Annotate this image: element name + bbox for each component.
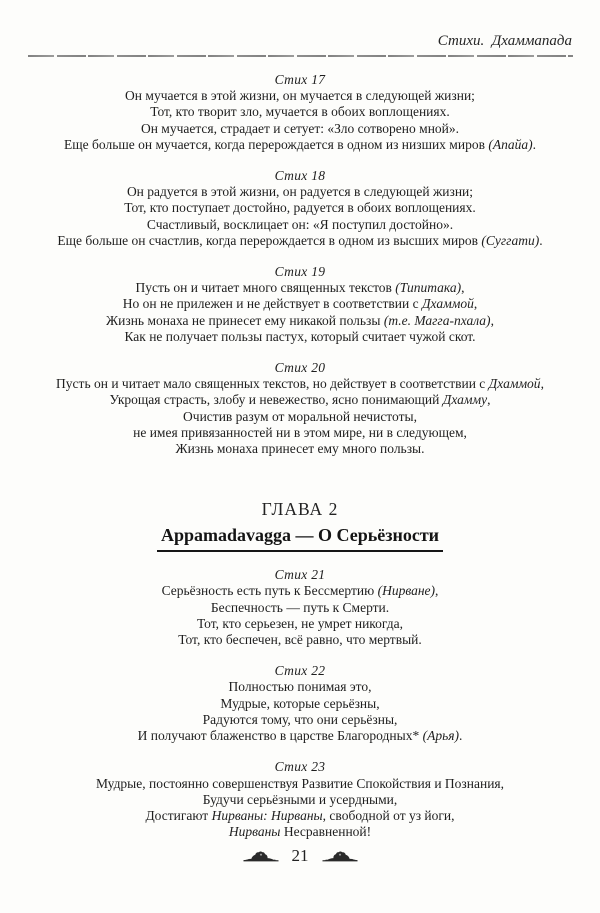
verse-text: , xyxy=(461,280,465,296)
verse-line xyxy=(0,200,600,216)
page-footer xyxy=(0,846,600,866)
verse-text: Пусть он и читает много священных текстов xyxy=(135,280,396,296)
verse-line xyxy=(0,696,600,712)
verse-text: Но он не прилежен и не действует в соответствии с xyxy=(122,296,422,312)
verse-line xyxy=(0,121,600,137)
verse-line xyxy=(0,679,600,695)
verse-text: Беспечность — путь к Смерти. xyxy=(210,599,390,615)
verse-line xyxy=(0,792,600,808)
verse-line xyxy=(0,409,600,425)
verse-text: Тот, кто творит зло, мучается в обоих воплощениях. xyxy=(150,104,450,120)
verse-line xyxy=(0,329,600,345)
verse-heading: Стих 20 xyxy=(274,360,326,376)
verse-block xyxy=(0,168,600,249)
verse-text: Тот, кто беспечен, всё равно, что мертвый. xyxy=(178,632,422,648)
verse-line xyxy=(0,600,600,616)
reclining-lion-ornament-right-icon xyxy=(322,849,358,863)
verse-text: Он радуется в этой жизни, он радуется в следующей жизни; xyxy=(126,184,474,200)
verse-line xyxy=(0,425,600,441)
verse-line xyxy=(0,296,600,312)
verse-line xyxy=(0,313,600,329)
verse-line xyxy=(0,392,600,408)
verse-text: Серьёзность есть путь к Бессмертию xyxy=(161,583,378,599)
verse-term-italic: Нирваны: Нирваны xyxy=(211,807,323,823)
verse-block xyxy=(0,264,600,345)
verse-text: Жизнь монаха принесет ему много пользы. xyxy=(175,441,425,457)
verse-line xyxy=(0,824,600,840)
verse-text: не имея привязанностей ни в этом мире, ни в следующем, xyxy=(133,424,467,440)
verse-text: , xyxy=(473,296,478,312)
running-header-title: Стихи. Дхаммапада xyxy=(437,33,572,49)
verse-term-italic: Нирваны xyxy=(228,824,281,840)
page-number: 21 xyxy=(291,846,309,865)
verse-block xyxy=(0,663,600,744)
verse-line xyxy=(0,616,600,632)
verse-text: Тот, кто серьезен, не умрет никогда, xyxy=(196,615,404,631)
header-rule xyxy=(28,55,573,57)
chapter-title-wrap xyxy=(0,519,600,552)
verse-text: Он мучается в этой жизни, он мучается в следующей жизни; xyxy=(125,88,475,104)
verse-line xyxy=(0,441,600,457)
verse-term-italic: (Нирване) xyxy=(377,583,436,599)
verse-block xyxy=(0,72,600,153)
verse-line xyxy=(0,233,600,249)
verse-text: , xyxy=(540,376,544,392)
verse-text: Счастливый, восклицает он: «Я поступил достойно». xyxy=(146,216,454,232)
verse-term-italic: (Суггати) xyxy=(481,232,540,248)
verse-text: , xyxy=(435,583,439,599)
verse-text: Пусть он и читает мало священных текстов, но действует в соответствии с xyxy=(56,376,489,392)
verse-term-italic: (Типитака) xyxy=(395,280,462,296)
verse-term-italic: Дхаммой xyxy=(421,296,474,312)
content xyxy=(0,72,600,840)
verse-text: , xyxy=(487,392,491,408)
verse-term-italic: (Арья) xyxy=(422,728,460,744)
reclining-lion-ornament-left-icon xyxy=(243,849,279,863)
verse-block xyxy=(0,567,600,648)
verse-heading: Стих 18 xyxy=(274,168,326,184)
verse-line xyxy=(0,712,600,728)
verse-line xyxy=(0,583,600,599)
verse-text: Укрощая страсть, злобу и невежество, ясно понимающий xyxy=(109,392,443,408)
verse-line xyxy=(0,280,600,296)
verse-text: . xyxy=(532,136,536,152)
verse-line xyxy=(0,632,600,648)
verse-text: Мудрые, которые серьёзны, xyxy=(220,695,380,711)
verse-line xyxy=(0,184,600,200)
verse-text: . xyxy=(459,728,463,744)
verse-block xyxy=(0,360,600,457)
verse-text: . xyxy=(539,232,543,248)
verse-text: Еще больше он счастлив, когда перерождается в одном из высших миров xyxy=(57,232,482,248)
verse-text: Полностью понимая это, xyxy=(228,679,372,695)
verse-term-italic: (т.е. Магга-пхала) xyxy=(383,312,491,328)
verse-text: И получают блаженство в царстве Благородных* xyxy=(137,728,423,744)
chapter-heading xyxy=(0,499,600,552)
verse-text: Он мучается, страдает и сетует: «Зло сотворено мной». xyxy=(140,120,460,136)
chapter-number: ГЛАВА 2 xyxy=(261,499,339,520)
verse-text: Тот, кто поступает достойно, радуется в обоих воплощениях. xyxy=(124,200,476,216)
verse-text: Радуются тому, что они серьёзны, xyxy=(202,711,398,727)
verse-term-italic: Дхаммой xyxy=(488,376,541,392)
verse-heading: Стих 17 xyxy=(274,72,326,87)
verse-text: , xyxy=(490,312,494,328)
verse-heading: Стих 21 xyxy=(274,567,326,583)
verse-block xyxy=(0,759,600,840)
verse-heading: Стих 23 xyxy=(274,759,326,775)
verse-text: Мудрые, постоянно совершенствуя Развитие Спокойствия и Познания, xyxy=(96,775,504,791)
verse-line xyxy=(0,88,600,104)
verse-line xyxy=(0,104,600,120)
verse-line xyxy=(0,376,600,392)
verse-text: Будучи серьёзными и усердными, xyxy=(202,791,398,807)
verse-text: Несравненной! xyxy=(280,824,372,840)
verse-text: , свободной от уз йоги, xyxy=(322,807,455,823)
verse-line xyxy=(0,776,600,792)
chapter-title: Appamadavagga — О Серьёзности xyxy=(157,525,443,552)
verse-text: Жизнь монаха не принесет ему никакой пользы xyxy=(106,312,384,328)
verse-text: Очистив разум от моральной нечистоты, xyxy=(183,408,417,424)
verse-heading: Стих 22 xyxy=(274,663,326,679)
verse-line xyxy=(0,808,600,824)
verse-term-italic: (Апайа) xyxy=(488,136,533,152)
verse-text: Достигают xyxy=(145,807,212,823)
verse-heading: Стих 19 xyxy=(274,264,326,280)
verse-line xyxy=(0,137,600,153)
verse-line xyxy=(0,728,600,744)
verse-text: Как не получает пользы пастух, который считает чужой скот. xyxy=(124,328,476,344)
verse-text: Еще больше он мучается, когда перерождается в одном из низших миров xyxy=(64,136,489,152)
verse-term-italic: Дхамму xyxy=(442,392,488,408)
verse-line xyxy=(0,217,600,233)
